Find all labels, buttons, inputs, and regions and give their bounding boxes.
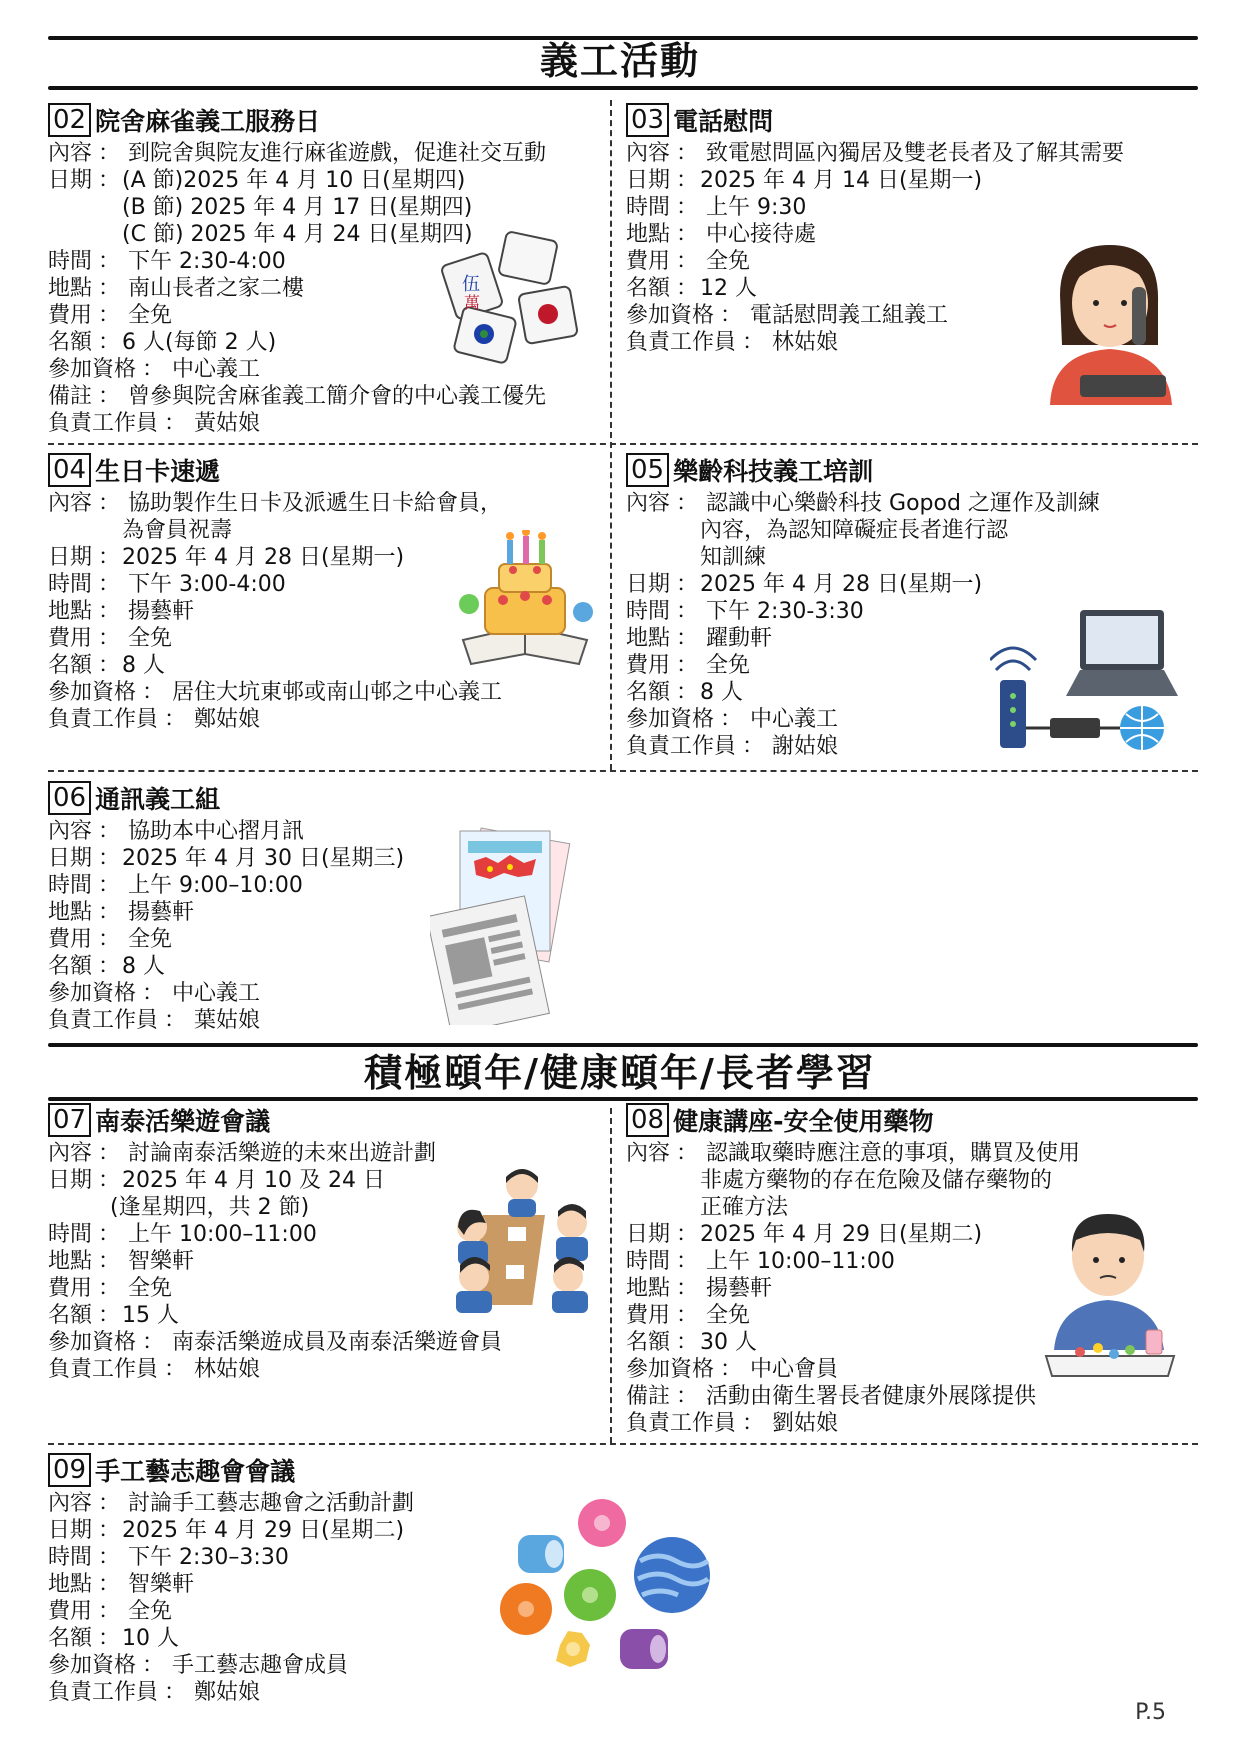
value-time: 下午 2:30-3:30 [706, 599, 864, 624]
value-eligibility: 電話慰問義工組義工 [750, 303, 949, 328]
label-eligibility: 參加資格 [48, 1330, 137, 1355]
value-content-cont: 為會員祝壽 [122, 518, 233, 543]
value-place: 躍動軒 [706, 626, 773, 651]
value-eligibility: 手工藝志趣會成員 [172, 1653, 349, 1678]
activity-title: 樂齡科技義工培訓 [673, 457, 874, 486]
value-eligibility: 南泰活樂遊成員及南泰活樂遊會員 [172, 1330, 503, 1355]
label-date: 日期 [48, 1518, 93, 1543]
label-place: 地點 [48, 1249, 93, 1274]
value-date: 2025 年 4 月 30 日(星期三) [122, 846, 405, 871]
label-staff: 負責工作員 [48, 1680, 159, 1705]
label-time: 時間 [48, 1222, 93, 1247]
activity-number: 09 [48, 1453, 91, 1487]
birthday-cake-icon [455, 530, 595, 670]
label-quota: 名額 [48, 1626, 93, 1651]
activity-number: 08 [626, 1103, 669, 1137]
value-content: 討論手工藝志趣會之活動計劃 [128, 1491, 415, 1516]
label-fee: 費用 [626, 249, 671, 274]
value-quota: 15 人 [122, 1303, 180, 1328]
value-place: 揚藝軒 [128, 900, 195, 925]
section-rule [48, 1043, 1198, 1047]
label-date: 日期 [626, 1222, 671, 1247]
value-time: 下午 2:30–3:30 [128, 1545, 289, 1570]
label-fee: 費用 [48, 1599, 93, 1624]
label-staff: 負責工作員 [626, 1411, 737, 1436]
label-content: 內容 [626, 141, 671, 166]
label-remark: 備註 [48, 384, 93, 409]
value-remark: 活動由衛生署長者健康外展隊提供 [706, 1384, 1037, 1409]
label-place: 地點 [626, 626, 671, 651]
activity-title: 電話慰問 [673, 107, 774, 136]
activity-card-07: 07 南泰活樂遊會議 內容 ： 討論南泰活樂遊的未來出遊計劃 日期 ： 2025 年 4 月 10 及 24 日 (逢星期四，共 2 節) 時間 ： 上午 10:00–11:00 地點 ： 智樂軒 費用 ： 全免 名額 ： 15 人 參加資格 ： 南泰活樂遊成員及南泰活樂遊會員 負責工作員 ： 林姑娘 [48, 1102, 502, 1383]
activity-number: 02 [48, 103, 91, 137]
label-fee: 費用 [48, 626, 93, 651]
value-staff: 謝姑娘 [772, 734, 839, 759]
phone-call-woman-icon [1040, 225, 1190, 405]
svg-text:萬: 萬 [464, 293, 481, 312]
label-remark: 備註 [626, 1384, 671, 1409]
value-fee: 全免 [128, 303, 173, 328]
value-eligibility: 中心義工 [750, 707, 839, 732]
value-place: 中心接待處 [706, 222, 817, 247]
label-staff: 負責工作員 [626, 734, 737, 759]
value-fee: 全免 [706, 1303, 751, 1328]
label-quota: 名額 [626, 680, 671, 705]
value-date: 2025 年 4 月 14 日(星期一) [700, 168, 983, 193]
value-date: 2025 年 4 月 28 日(星期一) [700, 572, 983, 597]
label-content: 內容 [48, 141, 93, 166]
value-date-b: (B 節) 2025 年 4 月 17 日(星期四) [122, 195, 473, 220]
value-staff: 林姑娘 [772, 330, 839, 355]
label-time: 時間 [48, 572, 93, 597]
value-content-cont: 內容，為認知障礙症長者進行認 [700, 518, 1009, 543]
label-time: 時間 [626, 599, 671, 624]
label-staff: 負責工作員 [48, 1357, 159, 1382]
value-quota: 8 人 [122, 653, 166, 678]
value-time: 下午 3:00-4:00 [128, 572, 286, 597]
activity-card-05: 05 樂齡科技義工培訓 內容 ： 認識中心樂齡科技 Gopod 之運作及訓練 內容，為認知障礙症長者進行認 知訓練 日期 ： 2025 年 4 月 28 日(星期一) 時間 ： 下午 2:30-3:30 地點 ： 躍動軒 費用 ： 全免 名額 ： 8 人 參加資格 ： 中心義工 負責工作員 ： 謝姑娘 [626, 452, 1100, 760]
value-time: 上午 10:00–11:00 [706, 1249, 895, 1274]
activity-title: 健康講座-安全使用藥物 [673, 1107, 934, 1136]
activity-number: 06 [48, 781, 91, 815]
value-content-cont: 正確方法 [700, 1195, 789, 1220]
activity-card-02: 02 院舍麻雀義工服務日 內容 ： 到院舍與院友進行麻雀遊戲，促進社交互動 日期 ： (A 節)2025 年 4 月 10 日(星期四) (B 節) 2025 年 4 月 17 日(星期四) (C 節) 2025 年 4 月 24 日(星期四) 時間 ： 下午 2:30-4:00 地點 ： 南山長者之家二樓 費用 ： 全免 名額 ： 6 人(每節 2 人) 參加資格 ： 中心義工 備註 ： 曾參與院舍麻雀義工簡介會的中心義工優先 負責工作員 ： 黃姑娘 [48, 102, 546, 437]
label-quota: 名額 [626, 1330, 671, 1355]
label-quota: 名額 [48, 330, 93, 355]
value-time: 上午 9:30 [706, 195, 807, 220]
value-content: 認識取藥時應注意的事項，購買及使用 [706, 1141, 1081, 1166]
label-place: 地點 [48, 599, 93, 624]
value-date: 2025 年 4 月 29 日(星期二) [122, 1518, 405, 1543]
value-time: 上午 10:00–11:00 [128, 1222, 317, 1247]
value-place: 智樂軒 [128, 1572, 195, 1597]
value-date-cont: (逢星期四，共 2 節) [110, 1195, 310, 1220]
value-quota: 8 人 [122, 954, 166, 979]
wifi-router-laptop-icon [990, 600, 1180, 760]
label-fee: 費用 [48, 927, 93, 952]
craft-beads-icon [490, 1495, 710, 1685]
label-fee: 費用 [48, 1276, 93, 1301]
value-quota: 10 人 [122, 1626, 180, 1651]
value-place: 揚藝軒 [128, 599, 195, 624]
value-content: 認識中心樂齡科技 Gopod 之運作及訓練 [706, 491, 1100, 516]
label-staff: 負責工作員 [48, 411, 159, 436]
value-time: 上午 9:00–10:00 [128, 873, 303, 898]
value-place: 南山長者之家二樓 [128, 276, 305, 301]
activity-card-08: 08 健康講座-安全使用藥物 內容 ： 認識取藥時應注意的事項，購買及使用 非處方藥物的存在危險及儲存藥物的 正確方法 日期 ： 2025 年 4 月 29 日(星期二) 時間 ： 上午 10:00–11:00 地點 ： 揚藝軒 費用 ： 全免 名額 ： 30 人 參加資格 ： 中心會員 備註 ： 活動由衛生署長者健康外展隊提供 負責工作員 ： 劉姑娘 [626, 1102, 1080, 1437]
label-place: 地點 [626, 222, 671, 247]
label-date: 日期 [626, 572, 671, 597]
label-time: 時間 [48, 1545, 93, 1570]
value-quota: 6 人(每節 2 人) [122, 330, 277, 355]
value-place: 揚藝軒 [706, 1276, 773, 1301]
value-date: 2025 年 4 月 28 日(星期一) [122, 545, 405, 570]
value-fee: 全免 [128, 1276, 173, 1301]
section-title-volunteer: 義工活動 [539, 39, 700, 83]
mahjong-tiles-icon [440, 230, 590, 370]
activity-number: 05 [626, 453, 669, 487]
value-eligibility: 居住大坑東邨或南山邨之中心義工 [172, 680, 503, 705]
label-date: 日期 [48, 168, 93, 193]
value-eligibility: 中心義工 [172, 981, 261, 1006]
value-content-cont: 非處方藥物的存在危險及儲存藥物的 [700, 1168, 1053, 1193]
label-place: 地點 [48, 1572, 93, 1597]
column-divider [610, 1108, 612, 1443]
value-quota: 8 人 [700, 680, 744, 705]
row-divider [48, 443, 1198, 445]
label-time: 時間 [48, 249, 93, 274]
label-content: 內容 [626, 491, 671, 516]
svg-text:伍: 伍 [462, 274, 480, 295]
value-fee: 全免 [128, 626, 173, 651]
value-fee: 全免 [128, 927, 173, 952]
activity-number: 04 [48, 453, 91, 487]
value-date-c: (C 節) 2025 年 4 月 24 日(星期四) [122, 222, 473, 247]
activity-number: 07 [48, 1103, 91, 1137]
activity-card-03: 03 電話慰問 內容 ： 致電慰問區內獨居及雙老長者及了解其需要 日期 ： 2025 年 4 月 14 日(星期一) 時間 ： 上午 9:30 地點 ： 中心接待處 費用 ： 全免 名額 ： 12 人 參加資格 ： 電話慰問義工組義工 負責工作員 ： 林姑娘 [626, 102, 1124, 356]
value-content-cont: 知訓練 [700, 545, 767, 570]
label-fee: 費用 [626, 653, 671, 678]
newsletter-icon [430, 825, 590, 1025]
activity-title: 院舍麻雀義工服務日 [95, 107, 321, 136]
page-number: P.5 [1135, 1700, 1166, 1725]
value-fee: 全免 [706, 653, 751, 678]
label-eligibility: 參加資格 [626, 707, 715, 732]
label-date: 日期 [48, 846, 93, 871]
label-content: 內容 [48, 819, 93, 844]
label-content: 內容 [48, 1141, 93, 1166]
value-fee: 全免 [128, 1599, 173, 1624]
label-quota: 名額 [48, 954, 93, 979]
value-staff: 劉姑娘 [772, 1411, 839, 1436]
label-fee: 費用 [48, 303, 93, 328]
medicine-man-icon [1040, 1200, 1180, 1380]
label-eligibility: 參加資格 [48, 1653, 137, 1678]
label-time: 時間 [626, 195, 671, 220]
label-staff: 負責工作員 [48, 707, 159, 732]
label-time: 時間 [626, 1249, 671, 1274]
label-eligibility: 參加資格 [48, 680, 137, 705]
value-staff: 鄭姑娘 [194, 1680, 261, 1705]
value-content: 協助本中心摺月訊 [128, 819, 305, 844]
label-eligibility: 參加資格 [48, 981, 137, 1006]
activity-title: 生日卡速遞 [95, 457, 221, 486]
value-content: 討論南泰活樂遊的未來出遊計劃 [128, 1141, 437, 1166]
value-remark: 曾參與院舍麻雀義工簡介會的中心義工優先 [128, 384, 547, 409]
column-divider [610, 100, 612, 770]
activity-card-04: 04 生日卡速遞 內容 ： 協助製作生日卡及派遞生日卡給會員， 為會員祝壽 日期 ： 2025 年 4 月 28 日(星期一) 時間 ： 下午 3:00-4:00 地點 ： 揚藝軒 費用 ： 全免 名額 ： 8 人 參加資格 ： 居住大坑東邨或南山邨之中心義工 負責工作員 ： 鄭姑娘 [48, 452, 502, 733]
value-quota: 30 人 [700, 1330, 758, 1355]
section-rule [48, 1097, 1198, 1101]
label-place: 地點 [48, 276, 93, 301]
section-rule [48, 86, 1198, 90]
value-date-a: (A 節)2025 年 4 月 10 日(星期四) [122, 168, 466, 193]
activity-card-09: 09 手工藝志趣會會議 內容 ： 討論手工藝志趣會之活動計劃 日期 ： 2025 年 4 月 29 日(星期二) 時間 ： 下午 2:30–3:30 地點 ： 智樂軒 費用 ： 全免 名額 ： 10 人 參加資格 ： 手工藝志趣會成員 負責工作員 ： 鄭姑娘 [48, 1452, 414, 1706]
label-content: 內容 [48, 1491, 93, 1516]
label-quota: 名額 [626, 276, 671, 301]
value-eligibility: 中心義工 [172, 357, 261, 382]
section-title-learning: 積極頤年/健康頤年/長者學習 [364, 1051, 876, 1095]
row-divider [48, 770, 1198, 772]
label-date: 日期 [626, 168, 671, 193]
activity-title: 南泰活樂遊會議 [95, 1107, 271, 1136]
label-fee: 費用 [626, 1303, 671, 1328]
value-staff: 葉姑娘 [194, 1008, 261, 1033]
label-eligibility: 參加資格 [626, 1357, 715, 1382]
value-date: 2025 年 4 月 29 日(星期二) [700, 1222, 983, 1247]
label-date: 日期 [48, 1168, 93, 1193]
label-time: 時間 [48, 873, 93, 898]
value-fee: 全免 [706, 249, 751, 274]
label-quota: 名額 [48, 1303, 93, 1328]
label-eligibility: 參加資格 [626, 303, 715, 328]
activity-title: 手工藝志趣會會議 [95, 1457, 296, 1486]
value-content: 協助製作生日卡及派遞生日卡給會員， [128, 491, 503, 516]
label-quota: 名額 [48, 653, 93, 678]
value-place: 智樂軒 [128, 1249, 195, 1274]
meeting-group-icon [450, 1165, 595, 1315]
label-content: 內容 [48, 491, 93, 516]
value-quota: 12 人 [700, 276, 758, 301]
label-date: 日期 [48, 545, 93, 570]
label-place: 地點 [48, 900, 93, 925]
row-divider [48, 1443, 1198, 1445]
value-staff: 黃姑娘 [194, 411, 261, 436]
activity-title: 通訊義工組 [95, 785, 221, 814]
value-eligibility: 中心會員 [750, 1357, 839, 1382]
label-eligibility: 參加資格 [48, 357, 137, 382]
value-time: 下午 2:30-4:00 [128, 249, 286, 274]
label-staff: 負責工作員 [48, 1008, 159, 1033]
activity-card-06: 06 通訊義工組 內容 ： 協助本中心摺月訊 日期 ： 2025 年 4 月 30 日(星期三) 時間 ： 上午 9:00–10:00 地點 ： 揚藝軒 費用 ： 全免 名額 ： 8 人 參加資格 ： 中心義工 負責工作員 ： 葉姑娘 [48, 780, 404, 1034]
value-staff: 鄭姑娘 [194, 707, 261, 732]
value-date: 2025 年 4 月 10 及 24 日 [122, 1168, 385, 1193]
value-staff: 林姑娘 [194, 1357, 261, 1382]
activity-number: 03 [626, 103, 669, 137]
value-content: 致電慰問區內獨居及雙老長者及了解其需要 [706, 141, 1125, 166]
label-staff: 負責工作員 [626, 330, 737, 355]
value-content: 到院舍與院友進行麻雀遊戲，促進社交互動 [128, 141, 547, 166]
label-content: 內容 [626, 1141, 671, 1166]
label-place: 地點 [626, 1276, 671, 1301]
